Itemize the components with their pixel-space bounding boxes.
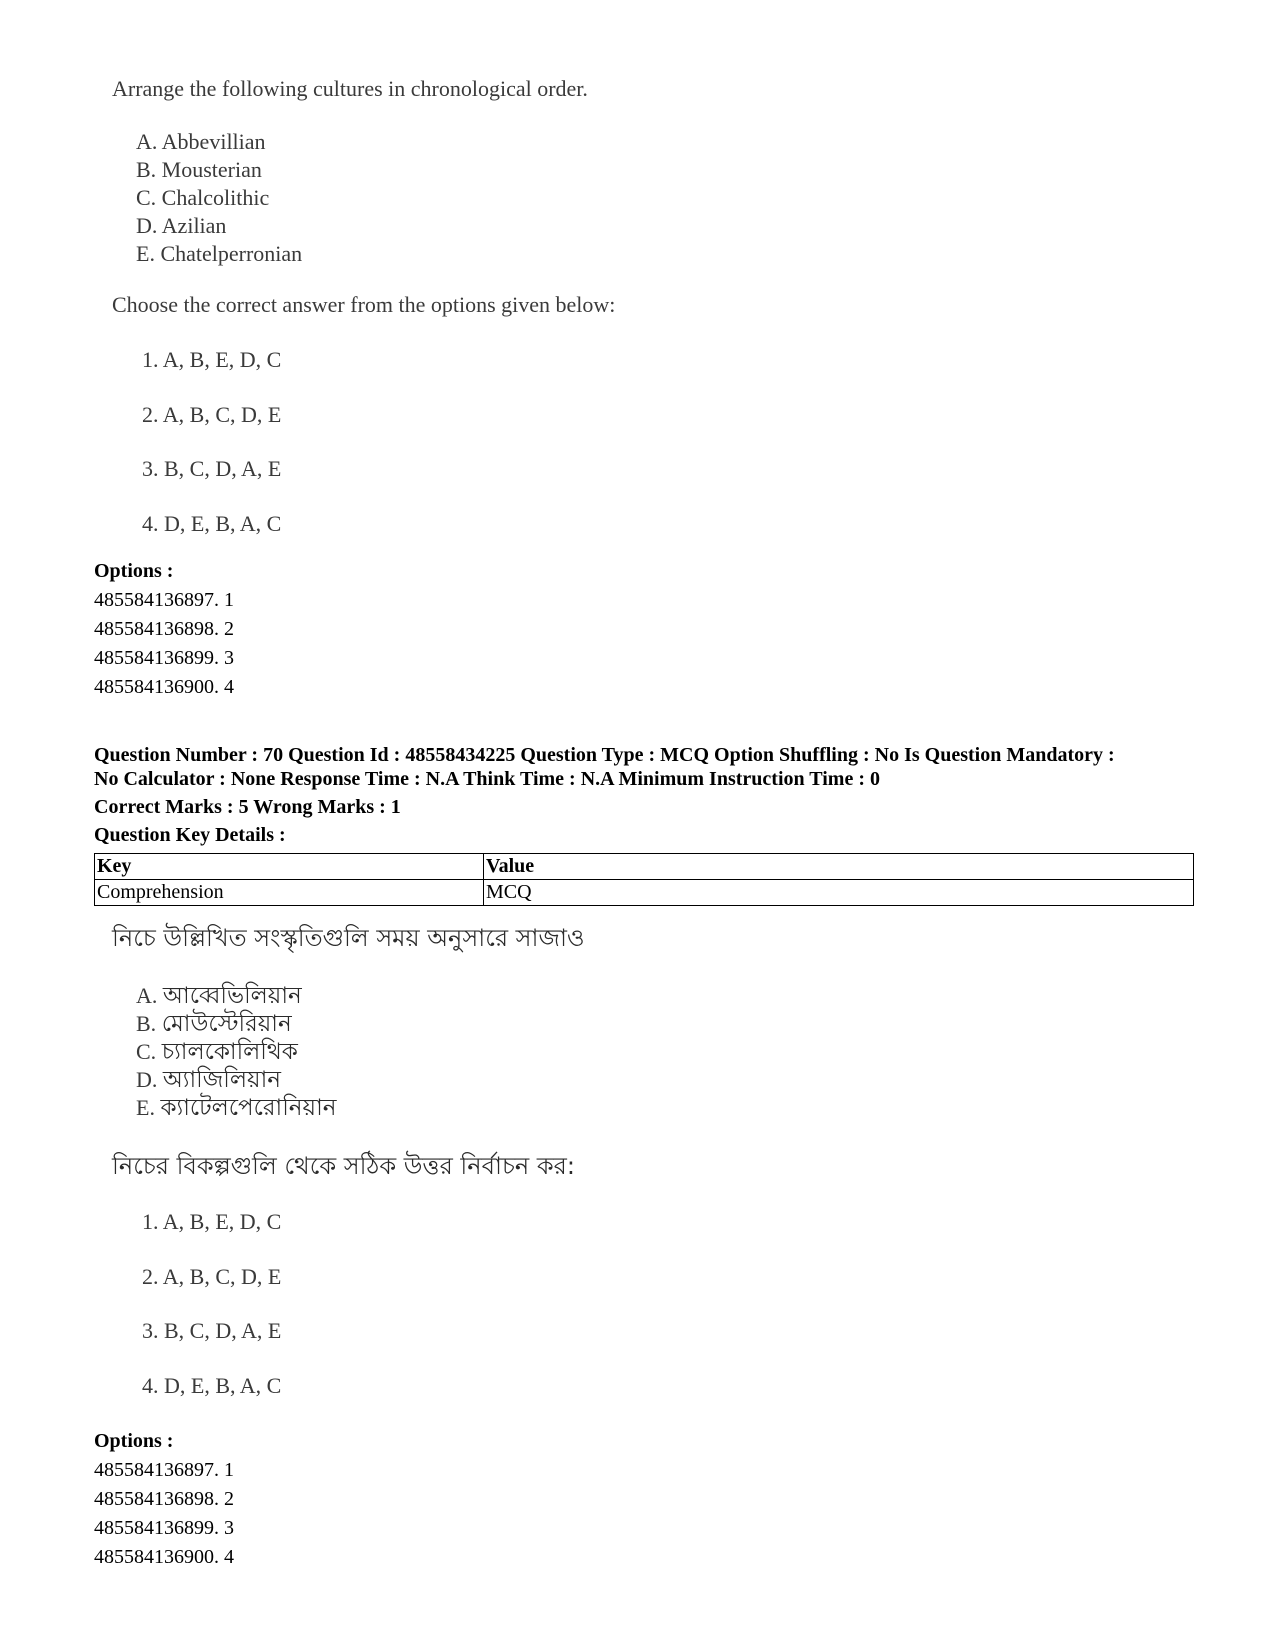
list-item: A. Abbevillian: [136, 129, 266, 154]
answer-item: 2. A, B, C, D, E: [142, 1263, 282, 1289]
answer-item: 2. A, B, C, D, E: [142, 401, 282, 427]
answer-item: 3. B, C, D, A, E: [142, 456, 282, 481]
item-text: আব্বেভিলিয়ান: [162, 983, 302, 1009]
question-69-image: [0, 0, 1275, 540]
option-item: 485584136900. 4: [94, 676, 234, 698]
item-letter: A.: [136, 983, 158, 1008]
item-text: অ্যাজিলিয়ান: [162, 1067, 281, 1093]
item-letter: D.: [136, 1067, 158, 1092]
item-letter: B.: [136, 1011, 157, 1036]
list-item: C. Chalcolithic: [136, 185, 270, 210]
option-item: 485584136897. 1: [94, 1459, 234, 1481]
option-item: 485584136898. 2: [94, 618, 234, 640]
answer-item: 1. A, B, E, D, C: [142, 1209, 282, 1234]
option-item: 485584136899. 3: [94, 1517, 234, 1539]
table-header-row: [95, 854, 1194, 880]
answer-item: 3. B, C, D, A, E: [142, 1318, 282, 1343]
question-key-table: [94, 853, 1194, 906]
table-cell: MCQ: [484, 880, 1194, 906]
answer-item: 4. D, E, B, A, C: [142, 510, 282, 536]
question-70-answers: [142, 1206, 281, 1424]
list-item: [136, 1010, 336, 1038]
question-69-stem: Arrange the following cultures in chronological order.: [112, 76, 588, 101]
answer-item: 4. D, E, B, A, C: [142, 1372, 282, 1398]
question-69-choose-text: Choose the correct answer from the options given below:: [112, 292, 616, 317]
question-69-options-label: Options :: [94, 560, 174, 582]
option-item: 485584136899. 3: [94, 647, 234, 669]
list-item: [136, 982, 336, 1010]
question-70-items: [136, 982, 336, 1122]
question-69-options: [94, 586, 234, 702]
item-text: চ্যালকোলিথিক: [161, 1039, 298, 1065]
question-70-options: [94, 1456, 234, 1572]
table-header-key: Key: [95, 854, 484, 880]
answer-item: 1. A, B, E, D, C: [142, 347, 282, 372]
question-70-key-details-label: Question Key Details :: [94, 824, 286, 846]
question-70-image: [0, 900, 1275, 1420]
question-70-choose-text: নিচের বিকল্পগুলি থেকে সঠিক উত্তর নির্বাচন কর:: [112, 1152, 575, 1180]
option-item: 485584136898. 2: [94, 1488, 234, 1510]
question-69-items: [136, 128, 302, 268]
question-69-answers: [142, 344, 281, 562]
list-item: E. Chatelperronian: [136, 241, 303, 266]
question-70-options-label: Options :: [94, 1430, 174, 1452]
list-item: [136, 1066, 336, 1094]
table-cell: Comprehension: [95, 880, 484, 906]
list-item: [136, 1038, 336, 1066]
option-item: 485584136900. 4: [94, 1546, 234, 1568]
item-letter: C.: [136, 1039, 157, 1064]
question-70-meta: [94, 743, 1204, 791]
list-item: B. Mousterian: [136, 157, 262, 182]
question-70-marks: Correct Marks : 5 Wrong Marks : 1: [94, 796, 401, 818]
option-item: 485584136897. 1: [94, 589, 234, 611]
item-text: ক্যাটেলপেরোনিয়ান: [160, 1095, 337, 1121]
question-70-meta-line1: Question Number : 70 Question Id : 48558434225 Question Type : MCQ Option Shuffling : No Is Question Mandatory :: [94, 744, 1115, 766]
table-header-value: Value: [484, 854, 1194, 880]
item-text: মোউস্টেরিয়ান: [161, 1011, 292, 1037]
question-70-meta-line2: No Calculator : None Response Time : N.A Think Time : N.A Minimum Instruction Time : 0: [94, 768, 880, 790]
question-70-stem: নিচে উল্লিখিত সংস্কৃতিগুলি সময় অনুসারে সাজাও: [112, 924, 585, 952]
list-item: [136, 1094, 336, 1122]
item-letter: E.: [136, 1095, 155, 1120]
list-item: D. Azilian: [136, 213, 227, 238]
